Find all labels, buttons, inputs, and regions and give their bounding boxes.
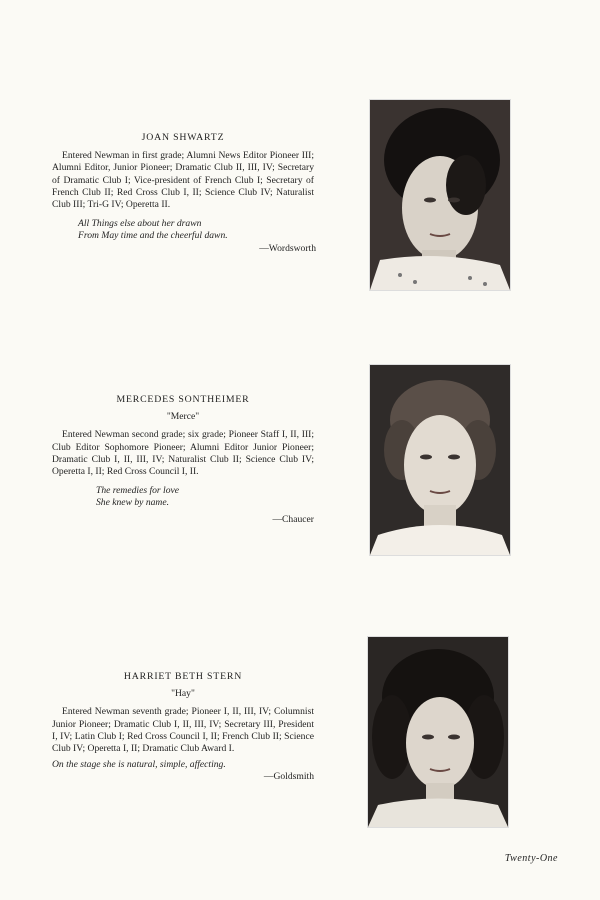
entry-1-quote-line: From May time and the cheerful dawn. <box>78 230 228 242</box>
entry-1-bio-text: Entered Newman in first grade; Alumni News Editor Pioneer III; Alumni Editor, Junior Pioneer; Dramatic Club II, III, IV; Secretary of Dramatic Club I; Vice-president of French Club I; Secretary of French Club II; Red Cross Club I, II; Science Club IV; Naturalist Club III; Tri-G IV; Operetta II. <box>52 150 314 211</box>
page-number-label: Twenty-One <box>504 853 558 864</box>
entry-2-quote-line: The remedies for love <box>96 485 180 497</box>
entry-2-quote-author: —Chaucer <box>272 513 314 525</box>
entry-3-quote-line: On the stage she is natural, simple, affecting. <box>52 759 226 771</box>
entry-3-name: HARRIET BETH STERN <box>123 671 243 682</box>
entry-2-quote <box>52 485 314 509</box>
entry-1-quote-author: —Wordsworth <box>259 242 316 254</box>
entry-2-portrait-photo <box>370 365 510 555</box>
entry-3-portrait-photo <box>368 637 508 827</box>
entry-3-bio-text: Entered Newman seventh grade; Pioneer I, II, III, IV; Columnist Junior Pioneer; Dramatic Club I, II, III, IV; Secretary III, President I, IV; Latin Club I; Red Cross Council I, II; French Club II; Science Club IV; Operetta I, II; Dramatic Club Award I. <box>52 706 314 755</box>
entry-2-name: MERCEDES SONTHEIMER <box>116 394 250 405</box>
entry-1-name: JOAN SHWARTZ <box>141 132 225 143</box>
entry-3-quote-author: —Goldsmith <box>263 771 314 783</box>
entry-2-bio-block <box>52 394 314 526</box>
entry-3-quote <box>52 759 314 771</box>
entry-2-bio-text: Entered Newman second grade; six grade; Pioneer Staff I, II, III; Club Editor Sophomore Pioneer; Alumni Editor Junior Pioneer; Dramatic Club I, II, III, IV; Naturalist Club II; Science Club IV; Operetta I, II; Red Cross Council I, II. <box>52 429 314 478</box>
entry-1-quote <box>52 218 314 242</box>
entry-3-bio-block <box>52 671 314 784</box>
entry-1-bio-block <box>52 132 314 255</box>
entry-2-quote-line: She knew by name. <box>96 497 169 509</box>
entry-1-portrait-photo <box>370 100 510 290</box>
entry-2-nickname: "Merce" <box>166 411 200 423</box>
entry-3-nickname: "Hay" <box>171 688 195 700</box>
entry-1-quote-line: All Things else about her drawn <box>78 218 202 230</box>
